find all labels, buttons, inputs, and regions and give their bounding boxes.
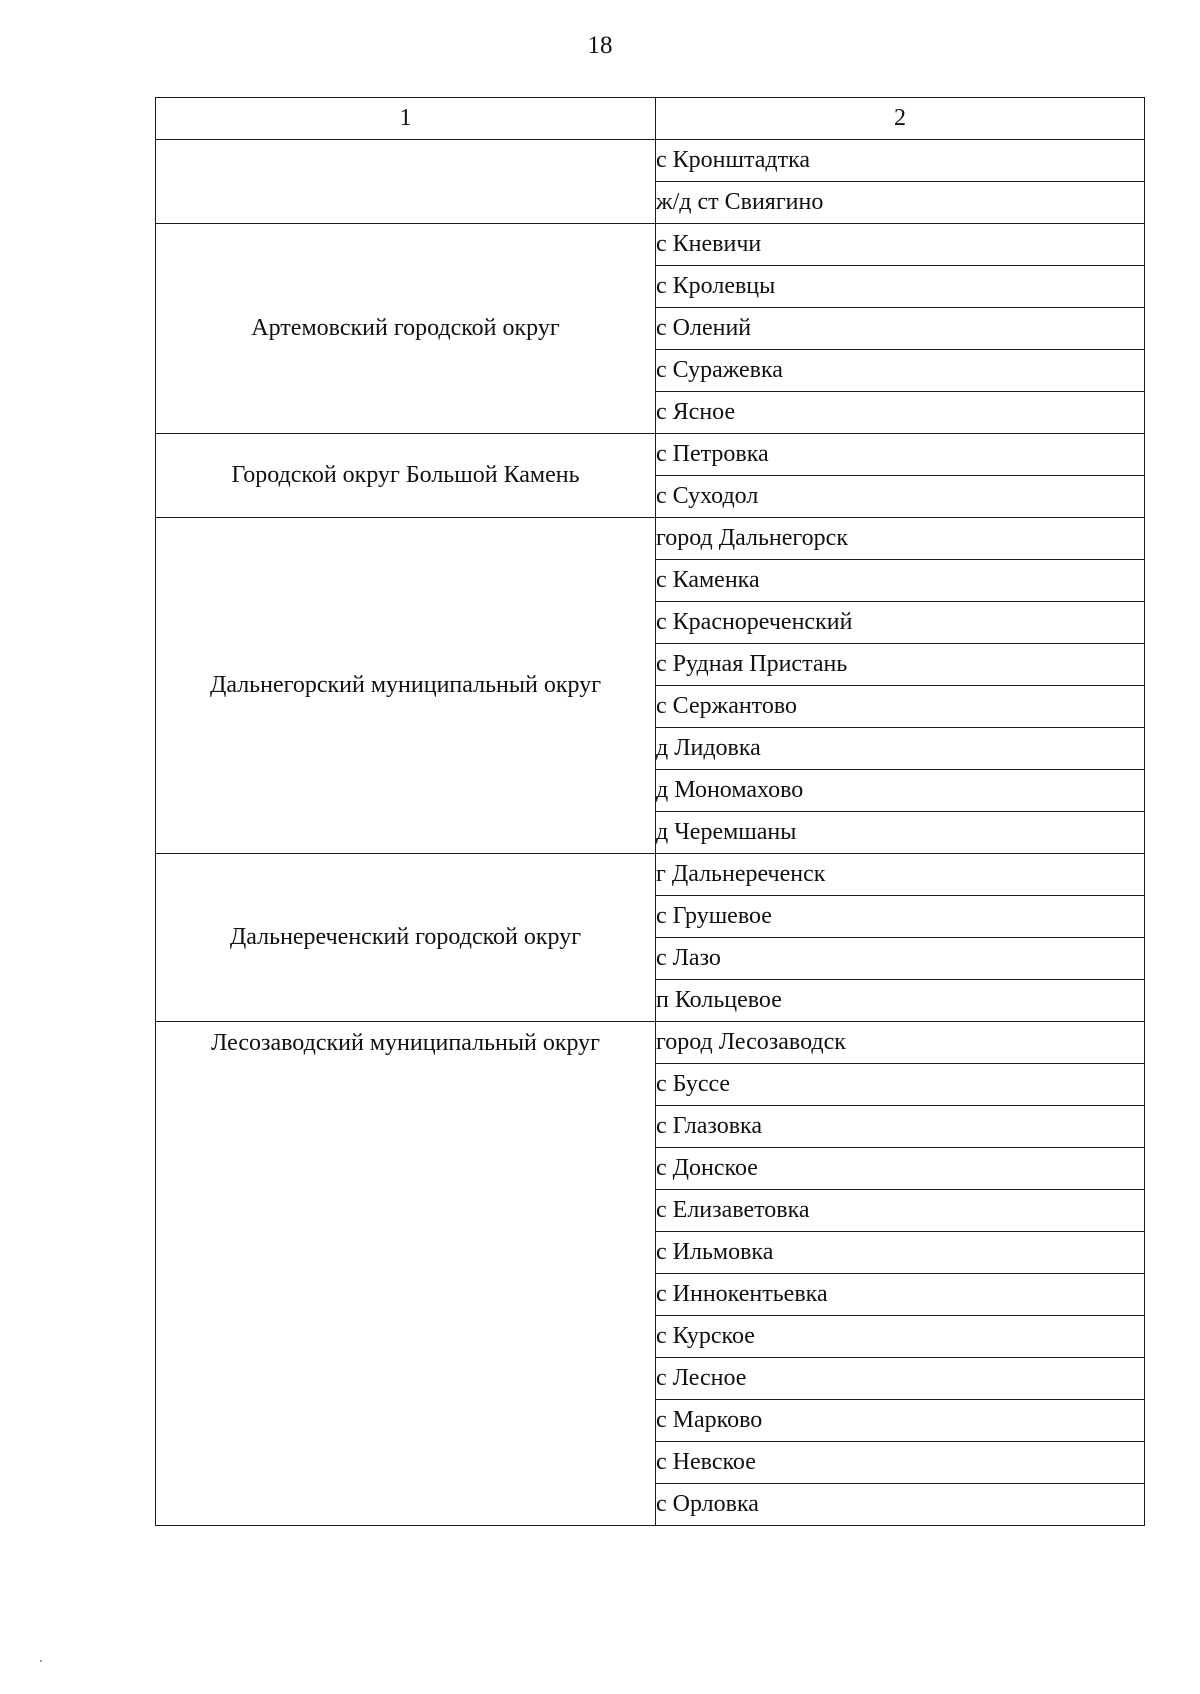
settlement-cell: с Краснореченский [656,602,1145,644]
table-row [156,434,1145,476]
table-row [156,854,1145,896]
district-cell: Артемовский городской округ [156,224,656,434]
settlement-cell: город Лесозаводск [656,1022,1145,1064]
settlement-cell: д Лидовка [656,728,1145,770]
settlement-cell: с Донское [656,1148,1145,1190]
settlement-cell: с Петровка [656,434,1145,476]
settlement-cell: с Кневичи [656,224,1145,266]
settlement-cell: с Суражевка [656,350,1145,392]
settlement-cell: город Дальнегорск [656,518,1145,560]
settlement-cell: с Орловка [656,1484,1145,1526]
settlement-cell: д Черемшаны [656,812,1145,854]
settlement-cell: с Курское [656,1316,1145,1358]
settlement-cell: с Суходол [656,476,1145,518]
district-cell [156,140,656,224]
settlement-cell: с Лазо [656,938,1145,980]
settlement-cell: с Рудная Пристань [656,644,1145,686]
settlement-cell: г Дальнереченск [656,854,1145,896]
settlement-cell: с Ильмовка [656,1232,1145,1274]
district-cell: Лесозаводский муниципальный округ [156,1022,656,1526]
settlement-cell: с Грушевое [656,896,1145,938]
scan-speck [40,1660,42,1662]
settlement-cell: д Мономахово [656,770,1145,812]
table-row [156,518,1145,560]
settlement-cell: с Иннокентьевка [656,1274,1145,1316]
settlement-cell: с Олений [656,308,1145,350]
settlement-cell: с Буссе [656,1064,1145,1106]
settlement-cell: с Елизаветовка [656,1190,1145,1232]
settlement-cell: с Невское [656,1442,1145,1484]
settlement-cell: с Сержантово [656,686,1145,728]
settlement-cell: с Ясное [656,392,1145,434]
table-row [156,140,1145,182]
column-header-2: 2 [656,98,1145,140]
table-row [156,224,1145,266]
district-cell: Дальнереченский городской округ [156,854,656,1022]
settlement-cell: с Марково [656,1400,1145,1442]
settlement-cell: с Кролевцы [656,266,1145,308]
settlements-table [155,97,1145,1526]
settlement-cell: п Кольцевое [656,980,1145,1022]
header-row [156,98,1145,140]
district-cell: Дальнегорский муниципальный округ [156,518,656,854]
settlement-cell: с Кронштадтка [656,140,1145,182]
table-row [156,1022,1145,1064]
settlement-cell: с Каменка [656,560,1145,602]
column-header-1: 1 [156,98,656,140]
district-cell: Городской округ Большой Камень [156,434,656,518]
table-body [156,140,1145,1526]
settlement-cell: с Глазовка [656,1106,1145,1148]
settlement-cell: с Лесное [656,1358,1145,1400]
settlement-cell: ж/д ст Свиягино [656,182,1145,224]
page-number: 18 [587,32,613,59]
